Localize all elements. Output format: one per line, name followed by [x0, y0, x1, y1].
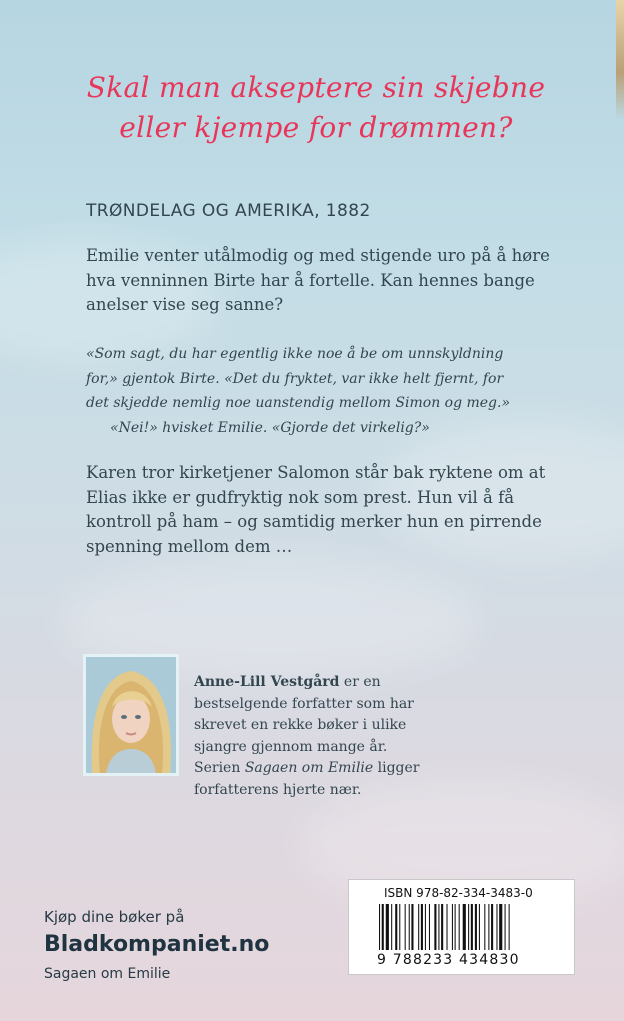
barcode-bar — [496, 904, 497, 950]
quote-line: «Som sagt, du har egentlig ikke noe å be om unnskyldning — [86, 346, 504, 362]
barcode-bar — [505, 904, 506, 950]
barcode-bar — [468, 904, 469, 950]
purchase-info — [44, 906, 269, 986]
barcode-bar — [488, 904, 489, 950]
barcode-bar — [499, 904, 502, 950]
barcode-bar — [509, 904, 510, 950]
isbn-digits: 9 788233 434830 — [377, 952, 520, 968]
barcode-bar — [395, 904, 397, 950]
quote-excerpt — [86, 342, 561, 440]
barcode-bar — [459, 904, 460, 950]
barcode-bar — [425, 904, 426, 950]
barcode-bar — [491, 904, 493, 950]
barcode-bar — [382, 904, 384, 950]
spine-edge — [616, 0, 624, 120]
series-name: Sagaen om Emilie — [44, 966, 171, 982]
barcode-bar — [441, 904, 443, 950]
barcode-bar — [379, 904, 380, 950]
isbn-barcode — [348, 879, 575, 975]
barcode-bar — [391, 904, 392, 950]
intro-paragraph: Emilie venter utålmodig og med stigende uro på å høre hva venninnen Birte har å fortelle. Kan hennes bange anelser vise seg sanne? — [86, 246, 550, 314]
barcode-bar — [475, 904, 477, 950]
author-name: Anne-Lill Vestgård — [194, 674, 340, 690]
barcode-bar — [418, 904, 419, 950]
barcode-bar — [452, 904, 453, 950]
series-title: Sagaen om Emilie — [244, 760, 374, 776]
barcode-bar — [455, 904, 456, 950]
buy-line: Kjøp dine bøker på — [44, 908, 185, 926]
barcode-bar — [429, 904, 430, 950]
setting-heading: TRØNDELAG OG AMERIKA, 1882 — [86, 201, 371, 221]
barcode-bar — [463, 904, 466, 950]
quote-line: det skjedde nemlig noe uanstendig mellom Simon og meg.» — [86, 395, 511, 411]
barcode-bar — [399, 904, 400, 950]
bio-text: ligger forfatterens hjerte nær. — [194, 760, 420, 798]
barcode-bar — [386, 904, 389, 950]
author-photo — [83, 654, 179, 776]
barcode-bar — [447, 904, 448, 950]
barcode-bar — [479, 904, 480, 950]
quote-line: for,» gjentok Birte. «Det du fryktet, var ikke helt fjernt, for — [86, 370, 504, 387]
barcode-bar — [405, 904, 406, 950]
barcode-bar — [471, 904, 473, 950]
barcode-bar — [484, 904, 485, 950]
website-link[interactable]: Bladkompaniet.no — [44, 932, 270, 957]
barcode-bar — [434, 904, 436, 950]
bio-text: er en bestselgende forfatter som har skrevet en rekke bøker i ulike sjangre gjennom mange år. Serien — [194, 674, 414, 776]
body-paragraph: Karen tror kirketjener Salomon står bak ryktene om at Elias ikke er gudfryktig nok som prest. Hun vil å få kontroll på ham – og samtidig merker hun en pirrende spenning mellom dem … — [86, 463, 546, 556]
isbn-label: ISBN 978-82-334-3483-0 — [384, 886, 533, 900]
quote-line: «Nei!» hvisket Emilie. «Gjorde det virkelig?» — [110, 419, 430, 436]
tagline: Skal man akseptere sin skjebne eller kjempe for drømmen? — [86, 71, 546, 144]
barcode-bar — [438, 904, 439, 950]
barcode-bars — [379, 904, 555, 950]
barcode-bar — [411, 904, 413, 950]
barcode-bar — [409, 904, 410, 950]
barcode-bar — [421, 904, 423, 950]
author-bio — [194, 672, 434, 801]
